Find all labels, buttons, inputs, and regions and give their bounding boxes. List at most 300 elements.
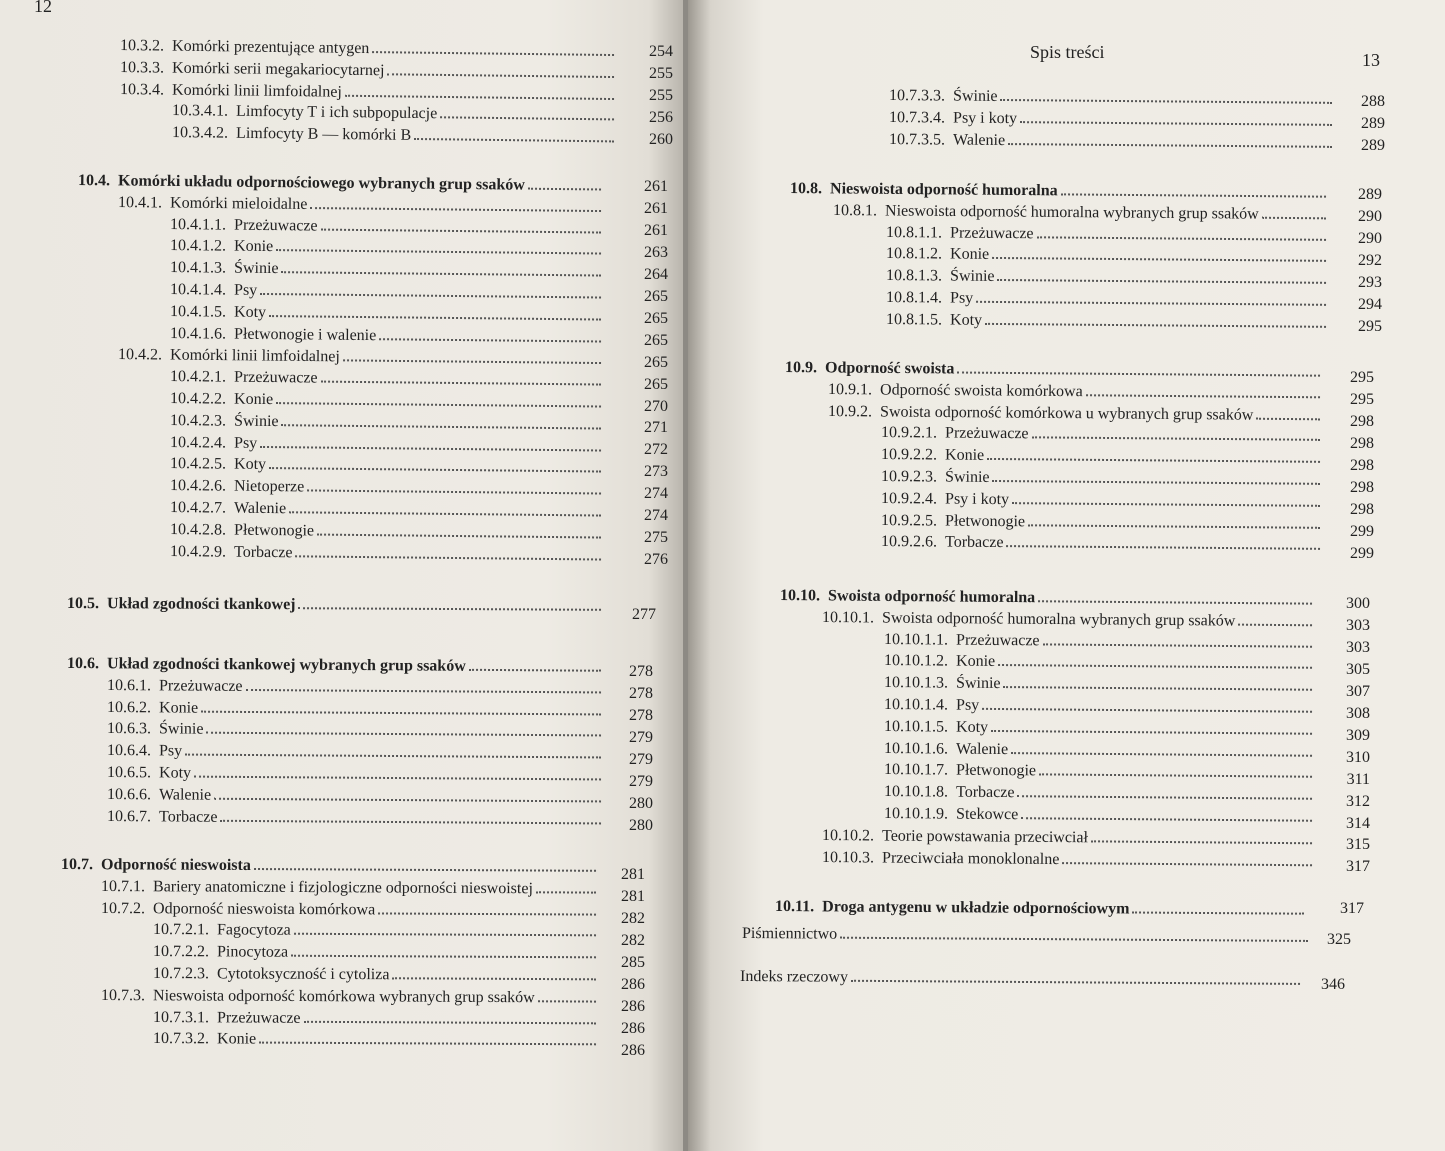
dot-leader bbox=[957, 372, 1320, 377]
dot-leader bbox=[260, 446, 601, 452]
dot-leader bbox=[992, 480, 1320, 485]
page-ref: 265 bbox=[644, 375, 668, 393]
entry-title: Komórki linii limfoidalnej bbox=[170, 346, 340, 366]
entry-title: Przeżuwacze bbox=[159, 677, 243, 695]
toc-entry[interactable] bbox=[170, 539, 605, 566]
page-ref: 277 bbox=[632, 606, 656, 623]
entry-title: Konie bbox=[234, 238, 274, 256]
toc-entry[interactable] bbox=[886, 307, 1330, 333]
dot-leader bbox=[269, 315, 601, 320]
dot-leader bbox=[276, 250, 601, 255]
page-ref: 273 bbox=[644, 463, 668, 481]
page-ref: 317 bbox=[1346, 858, 1370, 876]
entry-number: 10.7.3.2. bbox=[153, 1030, 210, 1048]
page-ref: 276 bbox=[644, 551, 668, 569]
entry-number: 10.10.1.3. bbox=[884, 674, 949, 692]
dot-leader bbox=[1008, 143, 1332, 148]
entry-number: 10.5. bbox=[67, 595, 100, 613]
entry-number: 10.10. bbox=[780, 587, 821, 605]
entry-number: 10.7. bbox=[61, 856, 94, 874]
dot-leader bbox=[206, 732, 601, 737]
entry-title: Koty bbox=[159, 764, 192, 782]
page-ref: 298 bbox=[1350, 412, 1374, 430]
page-ref: 298 bbox=[1350, 456, 1374, 474]
entry-title: Odporność nieswoista bbox=[101, 856, 251, 874]
page-ref: 261 bbox=[644, 221, 668, 239]
dot-leader bbox=[998, 664, 1312, 669]
entry-number: 10.4.1.3. bbox=[170, 259, 227, 277]
dot-leader bbox=[987, 458, 1320, 463]
entry-title: Cytotoksyczność i cytoliza bbox=[217, 965, 390, 984]
entry-number: 10.10.1.6. bbox=[884, 739, 949, 758]
entry-number: 10.7.2.1. bbox=[153, 921, 210, 939]
entry-title: Walenie bbox=[953, 131, 1006, 149]
toc-entry[interactable] bbox=[822, 845, 1316, 871]
dot-leader bbox=[1091, 840, 1312, 844]
dot-leader bbox=[1000, 99, 1332, 104]
entry-title: Limfocyty B — komórki B bbox=[236, 124, 412, 145]
page-ref: 290 bbox=[1358, 229, 1382, 247]
entry-title: Konie bbox=[217, 1030, 257, 1048]
entry-title: Nieswoista odporność komórkowa wybranych grup ssaków bbox=[153, 987, 535, 1007]
dot-leader bbox=[840, 937, 1308, 942]
entry-number: 10.4.1.1. bbox=[170, 215, 227, 234]
page-ref: 281 bbox=[621, 887, 645, 905]
dot-leader bbox=[194, 776, 601, 781]
toc-entry[interactable] bbox=[172, 120, 618, 147]
entry-number: 10.7.3.3. bbox=[889, 87, 946, 105]
dot-leader bbox=[1037, 236, 1327, 241]
toc-entry[interactable] bbox=[107, 782, 605, 807]
entry-number: 10.11. bbox=[775, 898, 815, 916]
page-ref: 286 bbox=[621, 1041, 645, 1059]
entry-title: Swoista odporność humoralna wybranych grup ssaków bbox=[882, 609, 1236, 630]
entry-number: 10.4.1.6. bbox=[170, 324, 227, 343]
page-ref: 274 bbox=[644, 485, 668, 503]
entry-title: Płetwonogie bbox=[945, 512, 1026, 530]
entry-number: 10.4.2.7. bbox=[170, 499, 227, 517]
page-ref: 265 bbox=[644, 287, 668, 305]
page-ref: 256 bbox=[649, 108, 673, 126]
page-ref: 295 bbox=[1350, 369, 1374, 386]
dot-leader bbox=[269, 467, 601, 472]
dot-leader bbox=[299, 607, 602, 611]
entry-title: Przeżuwacze bbox=[950, 224, 1034, 242]
entry-number: 10.7.3.5. bbox=[889, 130, 946, 149]
entry-number: 10.8.1.5. bbox=[886, 310, 943, 329]
page-ref: 255 bbox=[649, 86, 673, 104]
entry-number: 10.8.1.4. bbox=[886, 289, 943, 307]
dot-leader bbox=[1021, 817, 1312, 822]
dot-leader bbox=[392, 977, 596, 980]
dot-leader bbox=[992, 257, 1326, 262]
entry-number: 10.3.2. bbox=[120, 37, 165, 55]
entry-number: 10.9.2. bbox=[828, 402, 873, 420]
dot-leader bbox=[1262, 217, 1326, 220]
entry-number: 10.6. bbox=[67, 655, 100, 673]
page-ref: 261 bbox=[644, 199, 668, 217]
page-number: 12 bbox=[34, 0, 52, 16]
entry-title: Psy i koty bbox=[953, 109, 1018, 127]
dot-leader bbox=[1238, 623, 1312, 626]
entry-title: Swoista odporność komórkowa u wybranych grup ssaków bbox=[880, 403, 1254, 424]
page-ref: 298 bbox=[1350, 478, 1374, 496]
entry-title: Układ zgodności tkankowej bbox=[107, 595, 296, 614]
toc-entry[interactable] bbox=[881, 529, 1324, 555]
page-ref: 279 bbox=[629, 772, 653, 790]
dot-leader bbox=[1032, 437, 1321, 442]
entry-number: 10.3.4.2. bbox=[172, 124, 229, 142]
entry-number: 10.6.4. bbox=[107, 742, 152, 760]
left-page bbox=[0, 0, 683, 1151]
entry-title: Psy bbox=[234, 434, 258, 452]
entry-number: 10.6.3. bbox=[107, 720, 152, 738]
toc-entry[interactable] bbox=[67, 591, 605, 616]
dot-leader bbox=[1132, 911, 1304, 914]
page-ref: 346 bbox=[1321, 976, 1345, 993]
page-ref: 286 bbox=[621, 997, 645, 1015]
entry-title: Walenie bbox=[956, 740, 1009, 758]
dot-leader bbox=[321, 381, 602, 386]
page-ref: 298 bbox=[1350, 500, 1374, 518]
entry-title: Konie bbox=[159, 698, 199, 717]
entry-title: Świnie bbox=[950, 267, 995, 286]
page-ref: 286 bbox=[621, 1019, 645, 1037]
entry-title: Torbacze bbox=[159, 807, 218, 826]
entry-title: Torbacze bbox=[234, 543, 293, 561]
dot-leader bbox=[1086, 394, 1320, 398]
page-ref: 307 bbox=[1346, 682, 1370, 700]
page-ref: 254 bbox=[649, 43, 673, 60]
dot-leader bbox=[1003, 686, 1312, 691]
entry-title: Torbacze bbox=[956, 783, 1015, 802]
dot-leader bbox=[294, 933, 596, 937]
entry-number: 10.9.2.5. bbox=[881, 511, 938, 530]
page-ref: 295 bbox=[1350, 390, 1374, 408]
dot-leader bbox=[321, 228, 602, 233]
page-ref: 278 bbox=[629, 663, 653, 680]
running-head: Spis treści bbox=[1030, 42, 1105, 62]
dot-leader bbox=[185, 754, 601, 759]
entry-number: 10.9.1. bbox=[828, 380, 873, 399]
entry-title: Płetwonogie bbox=[234, 521, 315, 540]
entry-number: 10.6.6. bbox=[107, 785, 152, 804]
page-ref: 271 bbox=[644, 419, 668, 437]
toc-entry[interactable] bbox=[153, 961, 600, 985]
dot-leader bbox=[345, 94, 614, 99]
entry-title: Walenie bbox=[159, 786, 212, 804]
dot-leader bbox=[1038, 600, 1312, 604]
entry-title: Konie bbox=[956, 653, 996, 671]
entry-number: 10.3.3. bbox=[120, 58, 165, 77]
dot-leader bbox=[1020, 121, 1332, 126]
page-ref: 308 bbox=[1346, 704, 1370, 722]
toc-entry[interactable] bbox=[775, 894, 1308, 920]
entry-number: 10.4.2.2. bbox=[170, 390, 227, 408]
entry-number: 10.4.1. bbox=[118, 193, 163, 212]
entry-number: 10.8.1.2. bbox=[886, 245, 943, 263]
dot-leader bbox=[982, 708, 1312, 713]
entry-number: 10.6.7. bbox=[107, 807, 152, 825]
entry-title: Świnie bbox=[159, 720, 204, 739]
entry-title: Pinocytoza bbox=[217, 943, 289, 961]
toc-entry[interactable] bbox=[740, 964, 1304, 990]
entry-title: Konie bbox=[945, 446, 985, 465]
page-ref: 265 bbox=[644, 353, 668, 371]
page-ref: 300 bbox=[1346, 595, 1370, 612]
toc-entry[interactable] bbox=[884, 801, 1316, 827]
entry-title: Psy bbox=[956, 696, 980, 714]
page-ref: 303 bbox=[1346, 616, 1370, 634]
toc-entry[interactable] bbox=[61, 852, 600, 877]
entry-number: 10.4.2.8. bbox=[170, 520, 227, 539]
entry-number: 10.7.1. bbox=[101, 877, 146, 896]
dot-leader bbox=[276, 402, 601, 407]
entry-number: 10.7.3.1. bbox=[153, 1008, 210, 1026]
entry-number: 10.10.1.8. bbox=[884, 783, 949, 801]
entry-title: Indeks rzeczowy bbox=[740, 968, 849, 986]
entry-number: 10.7.2.2. bbox=[153, 943, 210, 961]
dot-leader bbox=[997, 279, 1326, 284]
entry-number: 10.7.3.4. bbox=[889, 108, 946, 127]
dot-leader bbox=[246, 689, 602, 693]
entry-number: 10.4.2.4. bbox=[170, 433, 227, 452]
dot-leader bbox=[1017, 795, 1312, 800]
toc-entry[interactable] bbox=[101, 874, 600, 899]
page-ref: 263 bbox=[644, 243, 668, 261]
dot-leader bbox=[378, 912, 596, 915]
entry-number: 10.7.2. bbox=[101, 899, 146, 917]
page-ref: 314 bbox=[1346, 814, 1370, 832]
entry-number: 10.9.2.6. bbox=[881, 533, 938, 551]
dot-leader bbox=[343, 360, 601, 365]
dot-leader bbox=[1012, 502, 1320, 507]
page-ref: 315 bbox=[1346, 836, 1370, 854]
dot-leader bbox=[295, 555, 601, 560]
toc-entry[interactable] bbox=[107, 673, 605, 698]
entry-title: Konie bbox=[950, 245, 990, 264]
entry-number: 10.3.4. bbox=[120, 80, 165, 99]
page-ref: 299 bbox=[1350, 522, 1374, 540]
page-ref: 278 bbox=[629, 684, 653, 702]
toc-entry[interactable] bbox=[153, 939, 600, 963]
entry-number: 10.8.1. bbox=[833, 201, 878, 220]
page-ref: 289 bbox=[1361, 136, 1385, 154]
dot-leader bbox=[387, 73, 614, 78]
toc-entry[interactable] bbox=[153, 1005, 600, 1029]
entry-title: Swoista odporność humoralna bbox=[828, 587, 1036, 607]
entry-number: 10.10.1.2. bbox=[884, 652, 949, 670]
page-ref: 280 bbox=[629, 794, 653, 812]
page-ref: 286 bbox=[621, 975, 645, 993]
page-ref: 309 bbox=[1346, 726, 1370, 744]
page-ref: 317 bbox=[1340, 900, 1364, 917]
page-ref: 265 bbox=[644, 331, 668, 349]
entry-number: 10.3.4.1. bbox=[172, 102, 229, 121]
entry-title: Psy bbox=[950, 289, 974, 307]
entry-number: 10.10.1.9. bbox=[884, 805, 949, 823]
page-ref: 295 bbox=[1358, 317, 1382, 335]
entry-title: Przeżuwacze bbox=[956, 631, 1040, 649]
dot-leader bbox=[528, 188, 601, 191]
page-ref: 282 bbox=[621, 931, 645, 949]
entry-number: 10.10.1. bbox=[822, 608, 875, 627]
entry-title: Torbacze bbox=[945, 533, 1004, 552]
entry-number: 10.4.2.5. bbox=[170, 455, 227, 473]
dot-leader bbox=[1256, 417, 1320, 420]
entry-number: 10.4.2. bbox=[118, 346, 163, 364]
entry-title: Koty bbox=[950, 311, 983, 329]
entry-number: 10.4.2.3. bbox=[170, 411, 227, 430]
entry-title: Komórki układu odpornościowego wybranych grup ssaków bbox=[118, 172, 525, 194]
entry-title: Koty bbox=[234, 303, 267, 321]
dot-leader bbox=[201, 710, 601, 715]
page-ref: 265 bbox=[644, 309, 668, 327]
entry-title: Droga antygenu w układzie odpornościowym bbox=[822, 898, 1130, 918]
right-page bbox=[688, 0, 1445, 1151]
page-ref: 289 bbox=[1361, 114, 1385, 132]
entry-title: Nietoperze bbox=[234, 477, 305, 496]
page-ref: 305 bbox=[1346, 660, 1370, 678]
entry-number: 10.6.1. bbox=[107, 676, 152, 695]
dot-leader bbox=[538, 1000, 596, 1002]
page-ref: 272 bbox=[644, 441, 668, 459]
entry-title: Płetwonogie bbox=[956, 762, 1037, 780]
dot-leader bbox=[469, 669, 601, 672]
entry-title: Odporność nieswoista komórkowa bbox=[153, 899, 376, 919]
page-ref: 325 bbox=[1327, 931, 1351, 948]
toc-entry[interactable] bbox=[107, 804, 605, 829]
entry-title: Nieswoista odporność humoralna bbox=[830, 180, 1058, 200]
entry-number: 10.6.2. bbox=[107, 698, 152, 716]
entry-number: 10.9.2.2. bbox=[881, 446, 938, 464]
dot-leader bbox=[536, 891, 596, 893]
entry-title: Świnie bbox=[956, 674, 1001, 693]
dot-leader bbox=[1028, 524, 1320, 529]
dot-leader bbox=[289, 511, 601, 516]
toc-entry[interactable] bbox=[153, 917, 600, 941]
page-ref: 310 bbox=[1346, 748, 1370, 766]
page-ref: 255 bbox=[649, 64, 673, 82]
entry-title: Świnie bbox=[953, 87, 998, 105]
dot-leader bbox=[310, 207, 601, 212]
page-ref: 289 bbox=[1358, 186, 1382, 203]
entry-title: Świnie bbox=[234, 259, 279, 278]
dot-leader bbox=[985, 323, 1326, 328]
page-ref: 290 bbox=[1358, 207, 1382, 225]
entry-title: Konie bbox=[234, 390, 274, 409]
entry-title: Bariery anatomiczne i fizjologiczne odporności nieswoistej bbox=[153, 878, 533, 898]
page-ref: 264 bbox=[644, 265, 668, 283]
dot-leader bbox=[317, 533, 601, 538]
entry-title: Układ zgodności tkankowej wybranych grup ssaków bbox=[107, 655, 466, 675]
entry-title: Fagocytoza bbox=[217, 921, 291, 940]
entry-number: 10.4.2.6. bbox=[170, 477, 227, 495]
page-ref: 294 bbox=[1358, 295, 1382, 313]
toc-entry[interactable] bbox=[153, 1026, 600, 1050]
entry-title: Psy bbox=[234, 281, 258, 299]
dot-leader bbox=[254, 868, 596, 872]
dot-leader bbox=[214, 798, 601, 803]
entry-title: Komórki serii megakariocytarnej bbox=[172, 59, 385, 80]
entry-title: Przeżuwacze bbox=[945, 424, 1029, 443]
dot-leader bbox=[991, 730, 1312, 735]
entry-number: 10.7.3. bbox=[101, 986, 146, 1005]
dot-leader bbox=[976, 301, 1326, 306]
entry-number: 10.4. bbox=[78, 172, 111, 190]
entry-number: 10.4.1.5. bbox=[170, 302, 227, 321]
page-ref: 282 bbox=[621, 909, 645, 927]
dot-leader bbox=[851, 980, 1300, 985]
entry-number: 10.8.1.1. bbox=[886, 223, 943, 242]
page-ref: 279 bbox=[629, 750, 653, 768]
page-ref: 288 bbox=[1361, 93, 1385, 110]
entry-number: 10.8.1.3. bbox=[886, 267, 943, 285]
dot-leader bbox=[1061, 193, 1326, 197]
dot-leader bbox=[1039, 774, 1312, 778]
entry-title: Przeżuwacze bbox=[234, 216, 318, 235]
page-ref: 260 bbox=[649, 130, 673, 148]
entry-title: Przeżuwacze bbox=[217, 1008, 301, 1027]
entry-number: 10.10.1.1. bbox=[884, 630, 949, 649]
dot-leader bbox=[220, 819, 601, 824]
entry-title: Świnie bbox=[945, 468, 990, 486]
page-ref: 275 bbox=[644, 529, 668, 547]
entry-number: 10.4.2.9. bbox=[170, 542, 227, 561]
entry-title: Psy i koty bbox=[945, 490, 1010, 508]
page-ref: 311 bbox=[1346, 770, 1370, 788]
page-ref: 312 bbox=[1346, 792, 1370, 810]
page-ref: 299 bbox=[1350, 544, 1374, 562]
entry-title: Koty bbox=[956, 718, 989, 736]
dot-leader bbox=[440, 117, 614, 121]
entry-title: Przeciwciała monoklonalne bbox=[882, 849, 1060, 868]
entry-number: 10.6.5. bbox=[107, 764, 152, 782]
entry-title: Przeżuwacze bbox=[234, 368, 318, 387]
dot-leader bbox=[1011, 752, 1312, 757]
dot-leader bbox=[307, 490, 601, 495]
dot-leader bbox=[291, 955, 596, 959]
entry-number: 10.4.1.2. bbox=[170, 237, 227, 255]
entry-title: Komórki linii limfoidalnej bbox=[172, 81, 342, 101]
page-ref: 303 bbox=[1346, 638, 1370, 656]
entry-number: 10.9.2.3. bbox=[881, 468, 938, 486]
page-ref: 293 bbox=[1358, 273, 1382, 291]
entry-title: Teorie powstawania przeciwciał bbox=[882, 827, 1089, 847]
entry-number: 10.9. bbox=[785, 359, 818, 377]
toc-entry[interactable] bbox=[889, 127, 1336, 153]
dot-leader bbox=[414, 138, 614, 142]
entry-title: Psy bbox=[159, 742, 183, 760]
entry-number: 10.10.1.5. bbox=[884, 717, 949, 736]
page-ref: 278 bbox=[629, 706, 653, 724]
entry-title: Komórki prezentujące antygen bbox=[172, 37, 370, 58]
entry-title: Stekowce bbox=[956, 805, 1019, 824]
toc-entry[interactable] bbox=[101, 983, 600, 1008]
entry-title: Nieswoista odporność humoralna wybranych grup ssaków bbox=[885, 202, 1259, 223]
dot-leader bbox=[259, 1042, 596, 1046]
dot-leader bbox=[1006, 545, 1320, 550]
entry-number: 10.7.2.3. bbox=[153, 965, 210, 983]
page-ref: 292 bbox=[1358, 251, 1382, 269]
page-ref: 261 bbox=[644, 178, 668, 195]
entry-number: 10.9.2.1. bbox=[881, 424, 938, 442]
entry-number: 10.10.1.7. bbox=[884, 761, 949, 779]
toc-entry[interactable] bbox=[742, 921, 1312, 947]
dot-leader bbox=[304, 1020, 597, 1024]
entry-title: Odporność swoista komórkowa bbox=[880, 381, 1083, 401]
dot-leader bbox=[372, 51, 614, 56]
